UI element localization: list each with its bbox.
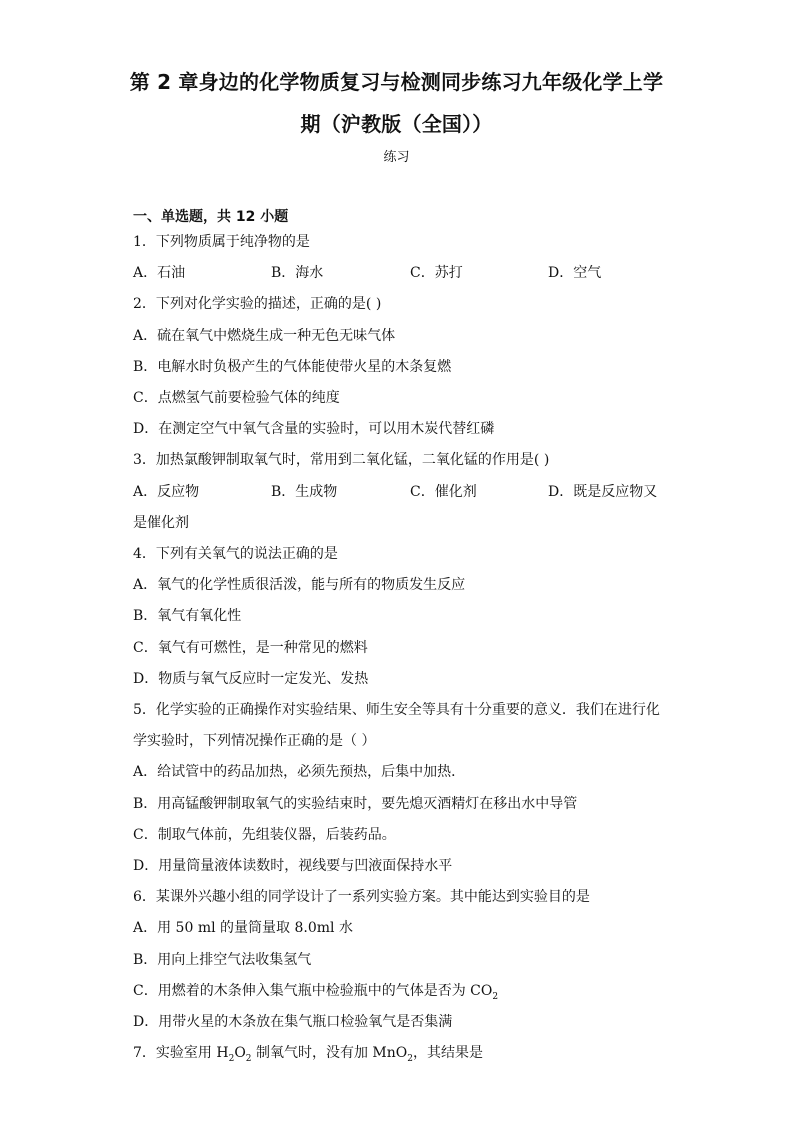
question-6-option-a: A．用 50 ml 的量筒量取 8.0ml 水: [133, 920, 353, 936]
question-3-option-b: B．生成物: [271, 484, 338, 500]
question-3-option-c: C．催化剂: [410, 484, 477, 500]
question-3-stem: 3．加热氯酸钾制取氧气时，常用到二氧化锰，二氧化锰的作用是( ): [133, 452, 550, 468]
question-7-subscript-3: 2: [407, 1053, 413, 1064]
question-7-subscript-1: 2: [228, 1053, 235, 1064]
question-7-text-4: ，其结果是: [413, 1045, 483, 1061]
question-3-option-a: A．反应物: [133, 484, 200, 500]
question-5-option-a: A．给试管中的药品加热，必须先预热，后集中加热．: [133, 764, 466, 780]
question-7-text-2: O: [234, 1045, 246, 1061]
question-4-option-c: C．氧气有可燃性，是一种常见的燃料: [133, 640, 368, 656]
document-title-line-2: 期（沪教版（全国））: [300, 112, 493, 136]
question-1-option-a: A．石油: [133, 265, 186, 281]
question-6-stem: 6．某课外兴趣小组的同学设计了一系列实验方案。其中能达到实验目的是: [133, 889, 590, 905]
question-4-option-a: A．氧气的化学性质很活泼，能与所有的物质发生反应: [133, 577, 466, 593]
document-subtitle: 练习: [383, 150, 410, 165]
question-5-option-c: C．制取气体前，先组装仪器，后装药品。: [133, 827, 396, 843]
question-6-option-c: [133, 982, 498, 1000]
question-5-option-d: D．用量筒量液体读数时，视线要与凹液面保持水平: [133, 858, 453, 874]
question-3-option-d-continued: 是催化剂: [133, 515, 189, 531]
question-4-option-b: B．氧气有氧化性: [133, 608, 242, 624]
question-3-option-d: D．既是反应物又: [548, 484, 658, 500]
document-title-line-1: 第 2 章身边的化学物质复习与检测同步练习九年级化学上学: [129, 70, 664, 94]
question-6-option-c-subscript: 2: [492, 991, 499, 1002]
question-6-option-d: D．用带火星的木条放在集气瓶口检验氧气是否集满: [133, 1014, 453, 1030]
question-2-option-b: B．电解水时负极产生的气体能使带火星的木条复燃: [133, 359, 452, 375]
question-1-stem: 1．下列物质属于纯净物的是: [133, 234, 310, 250]
question-4-stem: 4．下列有关氧气的说法正确的是: [133, 546, 338, 562]
section-heading: 一、单选题，共 12 小题: [133, 209, 289, 225]
question-1-option-b: B．海水: [271, 265, 324, 281]
question-6-option-b: B．用向上排空气法收集氢气: [133, 952, 312, 968]
question-2-option-c: C．点燃氢气前要检验气体的纯度: [133, 390, 340, 406]
question-7-text-1: 7．实验室用 H: [133, 1045, 229, 1061]
question-7-stem: [133, 1044, 483, 1062]
question-7-subscript-2: 2: [245, 1053, 252, 1064]
question-1-option-d: D．空气: [548, 265, 602, 281]
question-5-stem-line-2: 学实验时，下列情况操作正确的是（ ）: [133, 733, 376, 749]
question-5-stem-line-1: 5．化学实验的正确操作对实验结果、师生安全等具有十分重要的意义．我们在进行化: [133, 702, 660, 718]
question-4-option-d: D．物质与氧气反应时一定发光、发热: [133, 671, 369, 687]
question-7-text-3: 制氧气时，没有加 MnO: [251, 1045, 408, 1061]
question-5-option-b: B．用高锰酸钾制取氧气的实验结束时，要先熄灭酒精灯在移出水中导管: [133, 796, 578, 812]
question-1-option-c: C．苏打: [410, 265, 463, 281]
question-6-option-c-text: C．用燃着的木条伸入集气瓶中检验瓶中的气体是否为 CO: [133, 983, 493, 999]
question-2-stem: 2．下列对化学实验的描述，正确的是( ): [133, 296, 382, 312]
question-2-option-a: A．硫在氧气中燃烧生成一种无色无味气体: [133, 328, 396, 344]
question-2-option-d: D．在测定空气中氧气含量的实验时，可以用木炭代替红磷: [133, 421, 495, 437]
